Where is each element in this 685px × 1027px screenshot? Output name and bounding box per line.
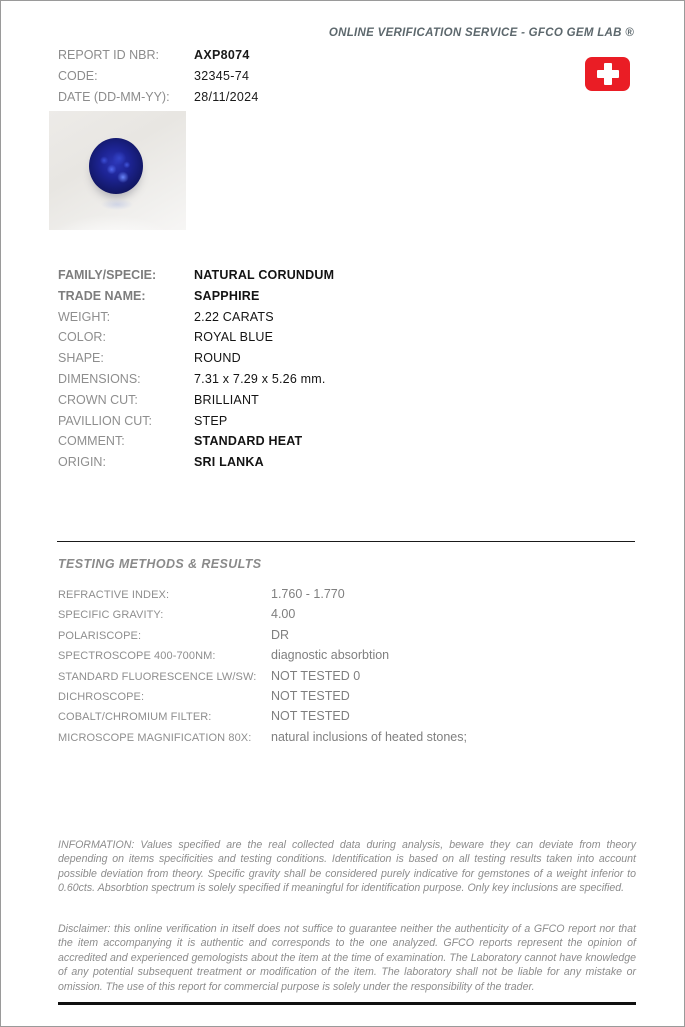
- test-value: diagnostic absorbtion: [271, 648, 390, 663]
- report-id-value: AXP8074: [194, 48, 250, 62]
- code-label: CODE:: [58, 69, 98, 83]
- field-value: SRI LANKA: [194, 455, 264, 470]
- test-label: COBALT/CHROMIUM FILTER:: [58, 711, 212, 724]
- field-label: WEIGHT:: [58, 309, 111, 324]
- table-row: [58, 369, 334, 390]
- table-row: [58, 706, 467, 726]
- swiss-cross-horizontal: [597, 70, 619, 78]
- field-value: 2.22 CARATS: [194, 309, 274, 324]
- date-label: DATE (DD-MM-YY):: [58, 90, 170, 104]
- date-value: 28/11/2024: [194, 90, 259, 104]
- field-label: DIMENSIONS:: [58, 371, 141, 386]
- field-value: NATURAL CORUNDUM: [194, 268, 335, 282]
- gem-reflection: [101, 199, 133, 210]
- field-label: COMMENT:: [58, 434, 125, 449]
- field-label: PAVILLION CUT:: [58, 413, 153, 428]
- test-value: 1.760 - 1.770: [271, 587, 345, 601]
- information-paragraph: INFORMATION: Values specified are the real collected data during analysis, beware they can deviate from theory depending on items specificities and testing conditions. Identification is based on all testing results taken into account possible deviation from theory. Specific gravity shall be considered purely indicative for gemstones of a weight inferior to 0.60cts. Absorbtion spectrum is solely specified if meaningful for identification purpose. Only key inclusions are specified.: [58, 839, 636, 895]
- table-row: [58, 727, 467, 747]
- footer-rule: [58, 1002, 636, 1005]
- field-value: ROUND: [194, 351, 241, 366]
- test-label: MICROSCOPE MAGNIFICATION 80X:: [58, 731, 252, 744]
- table-row: [58, 348, 334, 369]
- field-value: STEP: [194, 413, 228, 428]
- test-label: DICHROSCOPE:: [58, 690, 145, 703]
- test-label: STANDARD FLUORESCENCE LW/SW:: [58, 670, 257, 683]
- test-value: natural inclusions of heated stones;: [271, 729, 467, 744]
- swiss-flag-icon: [585, 57, 630, 91]
- disclaimer-paragraph: Disclaimer: this online verification in itself does not suffice to guarantee neither the authenticity of a GFCO report nor that the item accompanying it is authentic and corresponds to the one analyzed. GFCO reports represent the opinion of accredited and experienced gemologists about the item at the time of examination. The Laboratory cannot have knowledge of any potential subsequent treatment or modification of the item. The laboratory shall not be liable for any mistake or omission. The use of this report for commercial purpose is solely under the responsibility of the trader.: [58, 923, 636, 993]
- field-label: TRADE NAME:: [58, 288, 146, 303]
- test-value: DR: [271, 627, 290, 642]
- table-row: [58, 584, 467, 604]
- table-row: [58, 666, 467, 686]
- field-label: COLOR:: [58, 330, 106, 345]
- sapphire-gem-image: [89, 138, 143, 194]
- testing-section-title: TESTING METHODS & RESULTS: [58, 557, 262, 571]
- report-meta: [58, 44, 259, 107]
- identification-table: [58, 265, 334, 473]
- table-row: [58, 411, 334, 432]
- section-divider-line: [57, 541, 635, 542]
- code-value: 32345-74: [194, 69, 250, 83]
- meta-row-code: [58, 65, 259, 86]
- field-value: 7.31 x 7.29 x 5.26 mm.: [194, 371, 326, 386]
- table-row: [58, 307, 334, 328]
- table-row: [58, 286, 334, 307]
- field-label: CROWN CUT:: [58, 392, 138, 407]
- service-title: ONLINE VERIFICATION SERVICE - GFCO GEM LAB ®: [328, 27, 634, 39]
- test-label: POLARISCOPE:: [58, 629, 142, 642]
- table-row: [58, 625, 467, 645]
- field-value: BRILLIANT: [194, 392, 260, 407]
- field-label: FAMILY/SPECIE:: [58, 268, 157, 282]
- report-id-label: REPORT ID NBR:: [58, 48, 159, 62]
- test-value: 4.00: [271, 607, 296, 622]
- table-row: [58, 265, 334, 286]
- table-row: [58, 390, 334, 411]
- test-value: NOT TESTED: [271, 688, 350, 703]
- meta-row-report-id: [58, 44, 259, 65]
- gem-photo: [49, 111, 186, 230]
- test-value: NOT TESTED: [271, 709, 350, 724]
- table-row: [58, 686, 467, 706]
- field-label: SHAPE:: [58, 351, 104, 366]
- table-row: [58, 604, 467, 624]
- test-label: SPECTROSCOPE 400-700NM:: [58, 650, 216, 663]
- meta-row-date: [58, 86, 259, 107]
- field-value: ROYAL BLUE: [194, 330, 274, 345]
- field-value: SAPPHIRE: [194, 288, 260, 303]
- test-label: SPECIFIC GRAVITY:: [58, 609, 164, 622]
- testing-results-table: [58, 584, 467, 747]
- table-row: [58, 327, 334, 348]
- table-row: [58, 431, 334, 452]
- table-row: [58, 452, 334, 473]
- field-value: STANDARD HEAT: [194, 434, 303, 449]
- field-label: ORIGIN:: [58, 455, 106, 470]
- test-value: NOT TESTED 0: [271, 668, 361, 683]
- table-row: [58, 645, 467, 665]
- test-label: REFRACTIVE INDEX:: [58, 589, 170, 601]
